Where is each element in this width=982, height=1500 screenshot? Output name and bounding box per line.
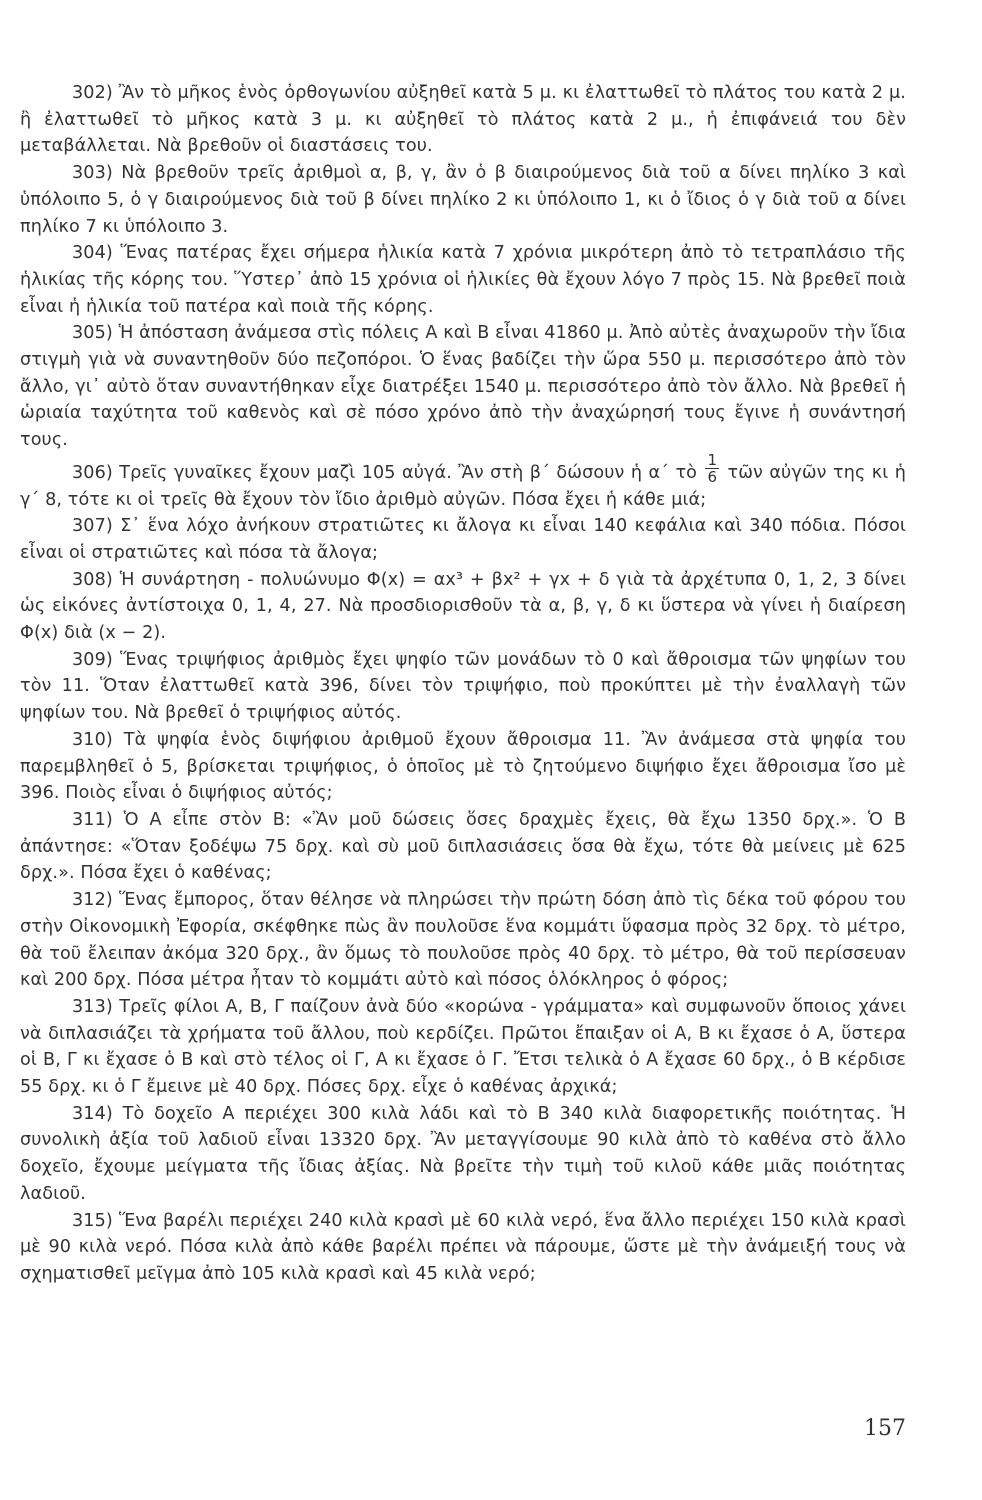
problem-308 — [20, 567, 906, 647]
problem-number: 302) — [72, 83, 113, 103]
problem-314 — [20, 1101, 906, 1208]
problem-number: 315) — [72, 1210, 113, 1231]
problem-number: 314) — [72, 1103, 113, 1124]
problem-text: Ἂν τὸ μῆκος ἑνὸς ὀρθογωνίου αὐξηθεῖ κατὰ 5 μ. κι ἐλαττωθεῖ τὸ πλάτος του κατὰ 2 μ. ἢ ἐλαττωθεῖ τὸ μῆκος κατὰ 3 μ. κι αὐξηθεῖ τὸ πλάτος κατὰ 2 μ., ἡ ἐπιφάνειά του δὲν μεταβάλλεται. Νὰ βρεθοῦν οἱ διαστάσεις του. — [20, 83, 906, 157]
problem-text: Ἕνας τριψήφιος ἀριθμὸς ἔχει ψηφίο τῶν μονάδων τὸ 0 καὶ ἄθροισμα τῶν ψηφίων του τὸν 11. Ὅταν ἐλαττωθεῖ κατὰ 396, δίνει τὸν τριψήφιο, ποὺ προκύπτει μὲ τὴν ἐναλλαγὴ τῶν ψηφίων του. Νὰ βρεθεῖ ὁ τριψήφιος αὐτός. — [20, 649, 906, 724]
problem-305 — [20, 320, 906, 454]
problem-list — [20, 80, 906, 1288]
fraction-one-sixth — [705, 452, 719, 485]
problem-304 — [20, 240, 906, 320]
problem-number: 311) — [72, 809, 113, 830]
problem-307 — [20, 513, 906, 566]
problem-310 — [20, 727, 906, 807]
fraction-denominator: 6 — [707, 468, 718, 487]
problem-number: 309) — [72, 649, 113, 670]
problem-text: Ἡ ἀπόσταση ἀνάμεσα στὶς πόλεις Α καὶ Β εἶναι 41860 μ. Ἀπὸ αὐτὲς ἀναχωροῦν τὴν ἴδια στιγμὴ γιὰ νὰ συναντηθοῦν δύο πεζοπόροι. Ὁ ἕνας βαδίζει τὴν ὥρα 550 μ. περισσότερο ἀπὸ τὸν ἄλλο, γι᾽ αὐτὸ ὅταν συναντήθηκαν εἶχε διατρέξει 1540 μ. περισσότερο ἀπὸ τὸν ἄλλο. Νὰ βρεθεῖ ἡ ὡριαία ταχύτητα τοῦ καθενὸς καὶ σὲ πόσο χρόνο ἀπὸ τὴν ἀναχώρησή τους ἔγινε ἡ συνάντησή τους. — [20, 323, 906, 451]
page-number: 157 — [864, 1416, 906, 1441]
problem-number: 312) — [72, 890, 113, 911]
problem-text: Ὁ Α εἶπε στὸν Β: «Ἂν μοῦ δώσεις ὅσες δραχμὲς ἔχεις, θὰ ἔχω 1350 δρχ.». Ὁ Β ἀπάντησε: «Ὅταν ξοδέψω 75 δρχ. καὶ σὺ μοῦ διπλασιάσεις ὅσα θὰ ἔχω, τότε θὰ μείνεις μὲ 625 δρχ.». Πόσα ἔχει ὁ καθένας; — [20, 809, 906, 884]
problem-313 — [20, 994, 906, 1101]
problem-text: Ἕνας πατέρας ἔχει σήμερα ἡλικία κατὰ 7 χρόνια μικρότερη ἀπὸ τὸ τετραπλάσιο τῆς ἡλικίας τῆς κόρης του. Ὕστερ᾽ ἀπὸ 15 χρόνια οἱ ἡλικίες θὰ ἔχουν λόγο 7 πρὸς 15. Νὰ βρεθεῖ ποιὰ εἶναι ἡ ἡλικία τοῦ πατέρα καὶ ποιὰ τῆς κόρης. — [20, 243, 906, 317]
problem-302 — [20, 80, 906, 160]
problem-text-after: τῶν αὐγῶν της κι ἡ γ´ 8, τότε κι οἱ τρεῖς θὰ ἔχουν τὸν ἴδιο ἀριθμὸ αὐγῶν. Πόσα ἔχει ἡ κάθε μιά; — [20, 462, 906, 510]
problem-text: Ἕνα βαρέλι περιέχει 240 κιλὰ κρασὶ μὲ 60 κιλὰ νερό, ἕνα ἄλλο περιέχει 150 κιλὰ κρασὶ μὲ 90 κιλὰ νερό. Πόσα κιλὰ ἀπὸ κάθε βαρέλι πρέπει νὰ πάρουμε, ὥστε μὲ τὴν ἀνάμειξή τους νὰ σχηματισθεῖ μεῖγμα ἀπὸ 105 κιλὰ κρασὶ καὶ 45 κιλὰ νερό; — [20, 1210, 906, 1284]
problem-number: 310) — [72, 729, 113, 750]
problem-text: Τὸ δοχεῖο Α περιέχει 300 κιλὰ λάδι καὶ τὸ Β 340 κιλὰ διαφορετικῆς ποιότητας. Ἡ συνολικὴ ἀξία τοῦ λαδιοῦ εἶναι 13320 δρχ. Ἂν μεταγγίσουμε 90 κιλὰ ἀπὸ τὸ καθένα στὸ ἄλλο δοχεῖο, ἔχουμε μείγματα τῆς ἴδιας ἀξίας. Νὰ βρεῖτε τὴν τιμὴ τοῦ κιλοῦ κάθε μιᾶς ποιότητας λαδιοῦ. — [20, 1103, 906, 1204]
problem-text: Τρεῖς φίλοι Α, Β, Γ παίζουν ἀνὰ δύο «κορώνα - γράμματα» καὶ συμφωνοῦν ὅποιος χάνει νὰ διπλασιάζει τὰ χρήματα τοῦ ἄλλου, ποὺ κερδίζει. Πρῶτοι ἔπαιξαν οἱ Α, Β κι ἔχασε ὁ Α, ὕστερα οἱ Β, Γ κι ἔχασε ὁ Β καὶ στὸ τέλος οἱ Γ, Α κι ἔχασε ὁ Γ. Ἔτσι τελικὰ ὁ Α ἔχασε 60 δρχ., ὁ Β κέρδισε 55 δρχ. κι ὁ Γ ἔμεινε μὲ 40 δρχ. Πόσες δρχ. εἶχε ὁ καθένας ἀρχικά; — [20, 996, 907, 1098]
problem-text: Τὰ ψηφία ἑνὸς διψήφιου ἀριθμοῦ ἔχουν ἄθροισμα 11. Ἂν ἀνάμεσα στὰ ψηφία του παρεμβληθεῖ ὁ 5, βρίσκεται τριψήφιος, ὁ ὁποῖος μὲ τὸ ζητούμενο διψήφιο ἔχει ἄθροισμα ἴσο μὲ 396. Ποιὸς εἶναι ὁ διψήφιος αὐτός; — [20, 729, 906, 804]
problem-311 — [20, 807, 906, 887]
problem-text: Σ᾽ ἕνα λόχο ἀνήκουν στρατιῶτες κι ἄλογα κι εἶναι 140 κεφάλια καὶ 340 πόδια. Πόσοι εἶναι οἱ στρατιῶτες καὶ πόσα τὰ ἄλογα; — [20, 516, 906, 563]
problem-306 — [20, 451, 906, 513]
problem-text: Νὰ βρεθοῦν τρεῖς ἀριθμοὶ α, β, γ, ἂν ὁ β διαιρούμενος διὰ τοῦ α δίνει πηλίκο 3 καὶ ὑπόλοιπο 5, ὁ γ διαιρούμενος διὰ τοῦ β δίνει πηλίκο 2 κι ὑπόλοιπο 1, κι ὁ ἴδιος ὁ γ διὰ τοῦ α δίνει πηλίκο 7 κι ὑπόλοιπο 3. — [20, 163, 906, 237]
problem-number: 305) — [72, 323, 113, 344]
problem-text: Ἡ συνάρτηση - πολυώνυμο Φ(x) = αx³ + βx² + γx + δ γιὰ τὰ ἀρχέτυπα 0, 1, 2, 3 δίνει ὡς εἰκόνες ἀντίστοιχα 0, 1, 4, 27. Νὰ προσδιορισθοῦν τὰ α, β, γ, δ κι ὕστερα νὰ γίνει ἡ διαίρεση Φ(x) διὰ (x − 2). — [20, 569, 906, 644]
fraction-numerator: 1 — [707, 451, 718, 470]
problem-number: 313) — [72, 996, 113, 1017]
problem-number: 306) — [72, 462, 113, 483]
problem-312 — [20, 887, 906, 994]
problem-315 — [20, 1208, 906, 1288]
problem-309 — [20, 647, 906, 727]
problem-text-before: Τρεῖς γυναῖκες ἔχουν μαζὶ 105 αὐγά. Ἂν στὴ β´ δώσουν ἡ α´ τὸ — [119, 462, 698, 483]
problem-number: 308) — [72, 569, 113, 590]
problem-number: 303) — [72, 163, 113, 184]
problem-number: 307) — [72, 516, 113, 537]
problem-number: 304) — [72, 243, 113, 264]
problem-text: Ἕνας ἔμπορος, ὅταν θέλησε νὰ πληρώσει τὴν πρώτη δόση ἀπὸ τὶς δέκα τοῦ φόρου του στὴν Οἰκονομικὴ Ἐφορία, σκέφθηκε πὼς ἂν πουλοῦσε ἕνα κομμάτι ὕφασμα πρὸς 32 δρχ. τὸ μέτρο, θὰ τοῦ ἔλειπαν ἀκόμα 320 δρχ., ἂν ὅμως τὸ πουλοῦσε πρὸς 40 δρχ. τὸ μέτρο, θὰ τοῦ περίσσευαν καὶ 200 δρχ. Πόσα μέτρα ἦταν τὸ κομμάτι αὐτὸ καὶ πόσος ὁλόκληρος ὁ φόρος; — [20, 890, 907, 991]
problem-303 — [20, 160, 906, 240]
